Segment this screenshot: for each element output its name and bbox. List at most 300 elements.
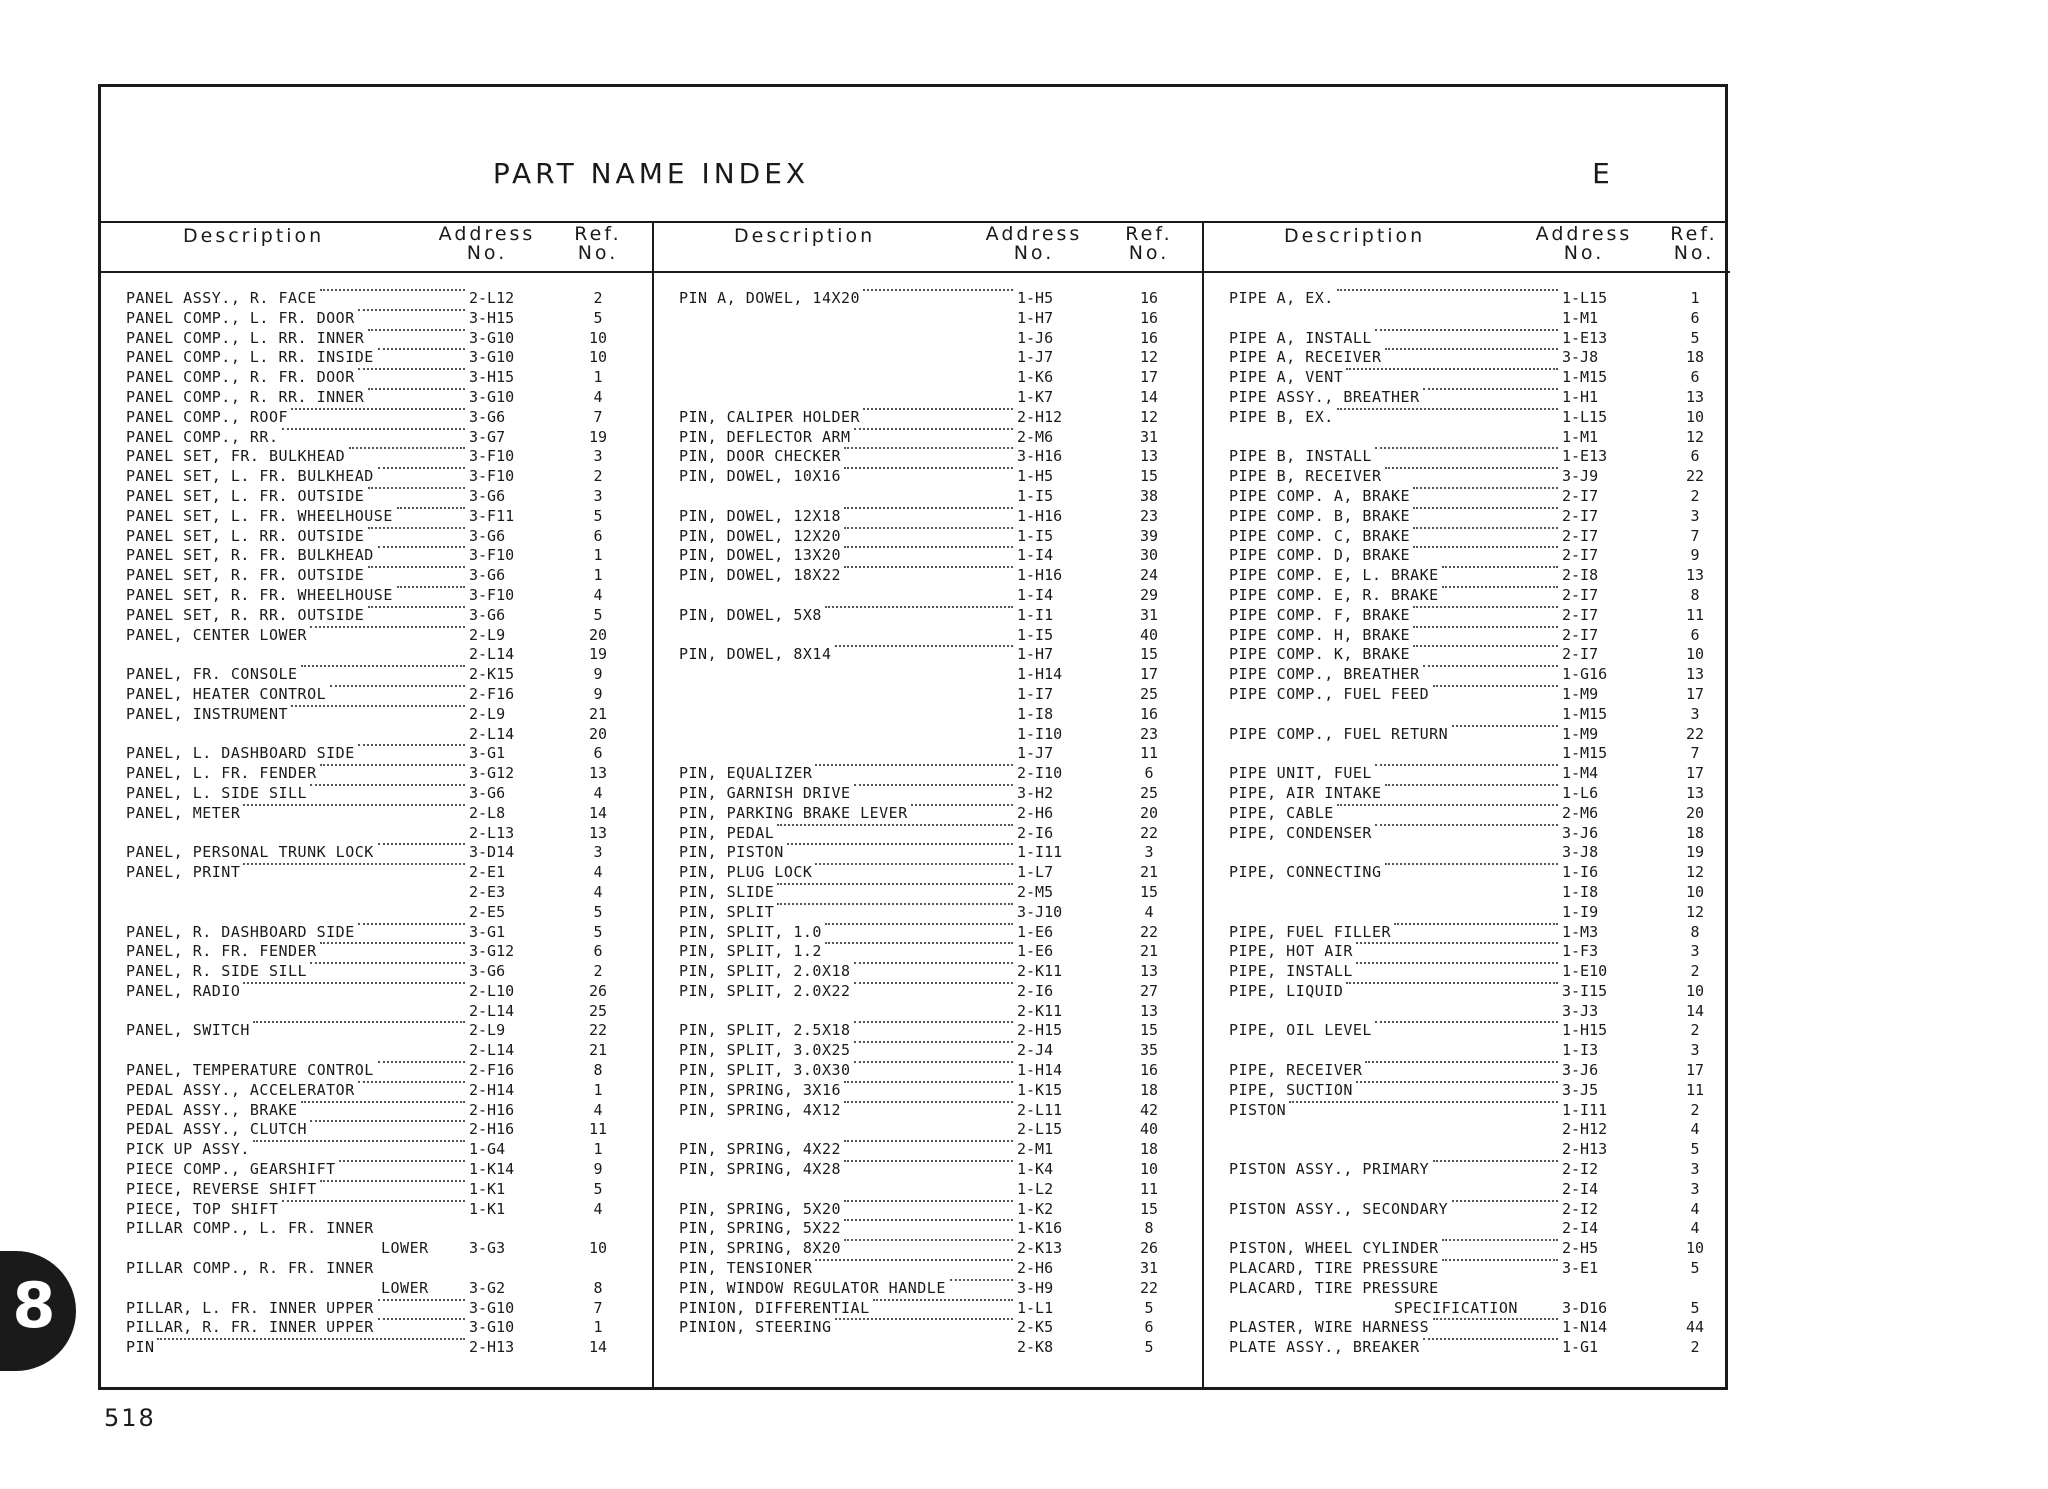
address-no: 2-I7 <box>1562 546 1599 565</box>
address-no: 3-G10 <box>469 387 515 406</box>
part-description: PIPE, FUEL FILLER <box>1229 922 1392 941</box>
ref-no: 9 <box>593 684 603 703</box>
table-row <box>1204 309 1730 329</box>
address-no: 2-I7 <box>1562 486 1599 505</box>
part-description: PISTON <box>1229 1100 1287 1119</box>
leader-dots <box>253 1140 465 1142</box>
address-no: 2-K8 <box>1017 1338 1054 1357</box>
leader-dots <box>1413 626 1558 628</box>
leader-dots <box>1385 467 1558 469</box>
part-description: PIN, PISTON <box>679 843 784 862</box>
address-no: 2-H6 <box>1017 803 1054 822</box>
leader-dots <box>1413 606 1558 608</box>
description-header: Description <box>183 225 325 247</box>
leader-dots <box>310 1120 465 1122</box>
table-row <box>654 527 1202 547</box>
part-description: PLACARD, TIRE PRESSURE <box>1229 1278 1439 1297</box>
part-description: PANEL SET, L. FR. BULKHEAD <box>126 467 374 486</box>
address-no: 2-I4 <box>1562 1219 1599 1238</box>
ref-no: 13 <box>1685 783 1705 802</box>
ref-no: 21 <box>588 1041 608 1060</box>
address-no: 3-J8 <box>1562 348 1599 367</box>
ref-no: 14 <box>1685 1001 1705 1020</box>
ref-no: 11 <box>1139 744 1159 763</box>
table-row <box>101 447 652 467</box>
table-row <box>654 982 1202 1002</box>
part-description: PIN, DOWEL, 18X22 <box>679 566 842 585</box>
part-description: PIN, CALIPER HOLDER <box>679 407 861 426</box>
ref-no: 8 <box>1690 922 1700 941</box>
part-description: PIPE COMP. E, R. BRAKE <box>1229 585 1439 604</box>
address-no: 1-L2 <box>1017 1179 1054 1198</box>
ref-no: 17 <box>1139 368 1159 387</box>
address-no: 3-H2 <box>1017 783 1054 802</box>
ref-header: Ref. No. <box>574 223 622 264</box>
ref-no: 27 <box>1139 981 1159 1000</box>
ref-no: 13 <box>1685 566 1705 585</box>
table-row <box>101 1200 652 1220</box>
address-no: 2-I6 <box>1017 823 1054 842</box>
part-description: PIN, SPLIT, 1.0 <box>679 922 822 941</box>
ref-no: 25 <box>1139 684 1159 703</box>
address-no: 2-I7 <box>1562 506 1599 525</box>
table-row <box>1204 1002 1730 1022</box>
table-row <box>101 566 652 586</box>
address-no: 1-I5 <box>1017 486 1054 505</box>
table-row <box>654 665 1202 685</box>
address-no: 1-I9 <box>1562 902 1599 921</box>
leader-dots <box>368 606 465 608</box>
ref-no: 18 <box>1685 348 1705 367</box>
address-no: 3-F10 <box>469 546 515 565</box>
part-description: PANEL, TEMPERATURE CONTROL <box>126 1061 374 1080</box>
table-row <box>1204 626 1730 646</box>
leader-dots <box>378 348 465 350</box>
leader-dots <box>1423 665 1558 667</box>
ref-no: 11 <box>1685 1080 1705 1099</box>
table-row <box>101 527 652 547</box>
leader-dots <box>1365 1061 1558 1063</box>
address-no: 3-G6 <box>469 407 506 426</box>
part-description: PANEL, PERSONAL TRUNK LOCK <box>126 843 374 862</box>
part-description: PIPE, INSTALL <box>1229 962 1353 981</box>
leader-dots <box>1385 784 1558 786</box>
index-table <box>98 84 1728 1390</box>
page-title: PART NAME INDEX <box>492 157 810 190</box>
ref-no: 6 <box>1690 625 1700 644</box>
table-row <box>101 982 652 1002</box>
leader-dots <box>835 645 1013 647</box>
address-no: 1-H14 <box>1017 1061 1063 1080</box>
ref-no: 12 <box>1139 348 1159 367</box>
ref-no: 3 <box>593 486 603 505</box>
ref-no: 12 <box>1685 902 1705 921</box>
table-row <box>101 1279 652 1299</box>
ref-no: 6 <box>593 744 603 763</box>
leader-dots <box>358 368 465 370</box>
table-row <box>101 1041 652 1061</box>
ref-no: 13 <box>1139 447 1159 466</box>
table-row <box>101 368 652 388</box>
table-row <box>654 348 1202 368</box>
leader-dots <box>844 1140 1013 1142</box>
address-no: 1-M15 <box>1562 704 1608 723</box>
address-no: 1-K1 <box>469 1179 506 1198</box>
address-no: 1-K2 <box>1017 1199 1054 1218</box>
part-description: PANEL COMP., L. FR. DOOR <box>126 308 355 327</box>
table-row <box>1204 1318 1730 1338</box>
leader-dots <box>815 863 1013 865</box>
address-no: 1-M9 <box>1562 724 1599 743</box>
page-number: 518 <box>104 1404 156 1432</box>
leader-dots <box>844 1219 1013 1221</box>
ref-no: 4 <box>593 783 603 802</box>
ref-no: 3 <box>1690 1041 1700 1060</box>
leader-dots <box>854 962 1013 964</box>
ref-no: 13 <box>1139 962 1159 981</box>
leader-dots <box>1413 645 1558 647</box>
part-description: PANEL, INSTRUMENT <box>126 704 289 723</box>
leader-dots <box>301 1101 465 1103</box>
leader-dots <box>787 843 1013 845</box>
part-description: PIPE COMP., BREATHER <box>1229 665 1420 684</box>
table-row <box>1204 1180 1730 1200</box>
table-row <box>101 784 652 804</box>
entry-list <box>101 289 652 1358</box>
address-no: 2-I6 <box>1017 981 1054 1000</box>
leader-dots <box>844 527 1013 529</box>
address-no: 1-M9 <box>1562 684 1599 703</box>
ref-no: 26 <box>588 981 608 1000</box>
part-description: PILLAR, R. FR. INNER UPPER <box>126 1318 374 1337</box>
leader-dots <box>844 566 1013 568</box>
address-no: 1-I7 <box>1017 684 1054 703</box>
address-no: 1-K16 <box>1017 1219 1063 1238</box>
table-row <box>1204 1041 1730 1061</box>
leader-dots <box>310 784 465 786</box>
leader-dots <box>1433 1160 1558 1162</box>
address-no: 1-L15 <box>1562 407 1608 426</box>
ref-no: 19 <box>1685 843 1705 862</box>
table-row <box>654 725 1202 745</box>
leader-dots <box>815 764 1013 766</box>
address-no: 3-G10 <box>469 348 515 367</box>
table-row <box>101 1259 652 1279</box>
part-description: PEDAL ASSY., CLUTCH <box>126 1120 308 1139</box>
address-no: 2-I2 <box>1562 1199 1599 1218</box>
leader-dots <box>358 309 465 311</box>
ref-no: 5 <box>1690 1298 1700 1317</box>
part-description: PANEL, R. SIDE SILL <box>126 962 308 981</box>
address-no: 1-J7 <box>1017 744 1054 763</box>
ref-no: 35 <box>1139 1041 1159 1060</box>
address-no: 2-L14 <box>469 1041 515 1060</box>
address-no: 1-F3 <box>1562 942 1599 961</box>
address-no: 2-M6 <box>1017 427 1054 446</box>
leader-dots <box>1413 546 1558 548</box>
column-header <box>101 221 652 273</box>
ref-no: 16 <box>1139 308 1159 327</box>
ref-no: 14 <box>588 803 608 822</box>
part-description: PANEL COMP., R. FR. DOOR <box>126 368 355 387</box>
ref-no: 3 <box>1690 704 1700 723</box>
part-description: PANEL, RADIO <box>126 981 241 1000</box>
part-description: PIN, SPRING, 4X22 <box>679 1140 842 1159</box>
address-no: 2-I8 <box>1562 566 1599 585</box>
ref-no: 4 <box>1690 1199 1700 1218</box>
address-no: 1-J7 <box>1017 348 1054 367</box>
table-row <box>1204 744 1730 764</box>
table-row <box>1204 764 1730 784</box>
ref-no: 13 <box>1139 1001 1159 1020</box>
leader-dots <box>1413 507 1558 509</box>
address-no: 2-I10 <box>1017 764 1063 783</box>
part-description: PANEL SET, FR. BULKHEAD <box>126 447 346 466</box>
address-no: 2-I7 <box>1562 526 1599 545</box>
address-no: 1-H7 <box>1017 645 1054 664</box>
ref-no: 2 <box>593 289 603 307</box>
leader-dots <box>777 883 1013 885</box>
address-no: 3-E1 <box>1562 1259 1599 1278</box>
ref-no: 40 <box>1139 625 1159 644</box>
part-description: PANEL, FR. CONSOLE <box>126 665 298 684</box>
ref-no: 38 <box>1139 486 1159 505</box>
address-no: 1-H14 <box>1017 665 1063 684</box>
table-row <box>1204 725 1730 745</box>
part-description: PIPE B, RECEIVER <box>1229 467 1382 486</box>
table-row <box>101 487 652 507</box>
ref-no: 5 <box>1690 1140 1700 1159</box>
table-row <box>1204 1279 1730 1299</box>
table-row <box>654 1279 1202 1299</box>
ref-no: 9 <box>593 1160 603 1179</box>
ref-no: 6 <box>593 942 603 961</box>
address-no: 2-L8 <box>469 803 506 822</box>
table-row <box>1204 1061 1730 1081</box>
ref-no: 21 <box>588 704 608 723</box>
description-header: Description <box>734 225 876 247</box>
ref-no: 10 <box>1685 1239 1705 1258</box>
table-row <box>654 824 1202 844</box>
part-description: PANEL, L. SIDE SILL <box>126 783 308 802</box>
table-row <box>1204 1120 1730 1140</box>
address-no: 1-G4 <box>469 1140 506 1159</box>
table-row <box>101 1021 652 1041</box>
table-row <box>1204 329 1730 349</box>
address-no: 3-G6 <box>469 962 506 981</box>
table-row <box>101 1299 652 1319</box>
table-row <box>101 1140 652 1160</box>
section-tab-number: 8 <box>12 1269 56 1342</box>
address-no: 3-G12 <box>469 942 515 961</box>
address-no: 1-I5 <box>1017 625 1054 644</box>
address-no: 3-G6 <box>469 526 506 545</box>
part-description: PIN, SPRING, 4X12 <box>679 1100 842 1119</box>
leader-dots <box>310 626 465 628</box>
part-description: PIPE COMP. H, BRAKE <box>1229 625 1411 644</box>
ref-no: 5 <box>1144 1298 1154 1317</box>
table-row <box>1204 1021 1730 1041</box>
address-no: 2-L9 <box>469 704 506 723</box>
table-row <box>654 1338 1202 1358</box>
leader-dots <box>1385 348 1558 350</box>
ref-no: 10 <box>588 328 608 347</box>
address-header: Address No. <box>1535 223 1633 264</box>
address-no: 3-G1 <box>469 922 506 941</box>
table-row <box>1204 883 1730 903</box>
ref-no: 10 <box>1685 882 1705 901</box>
ref-no: 2 <box>593 467 603 486</box>
table-row <box>1204 1101 1730 1121</box>
address-no: 1-J6 <box>1017 328 1054 347</box>
part-description: PIN, SPLIT, 3.0X25 <box>679 1041 851 1060</box>
table-row <box>1204 665 1730 685</box>
part-description: PIPE UNIT, FUEL <box>1229 764 1372 783</box>
address-no: 3-J5 <box>1562 1080 1599 1099</box>
leader-dots <box>1442 586 1558 588</box>
ref-no: 3 <box>1690 1179 1700 1198</box>
ref-no: 5 <box>1144 1338 1154 1357</box>
table-row <box>1204 1239 1730 1259</box>
table-row <box>101 725 652 745</box>
address-no: 2-E3 <box>469 882 506 901</box>
table-row <box>654 1140 1202 1160</box>
part-description: SPECIFICATION <box>1394 1298 1518 1317</box>
table-row <box>101 923 652 943</box>
ref-no: 4 <box>1690 1219 1700 1238</box>
part-description: PIN A, DOWEL, 14X20 <box>679 289 861 307</box>
table-row <box>1204 1140 1730 1160</box>
table-row <box>1204 982 1730 1002</box>
address-no: 3-D16 <box>1562 1298 1608 1317</box>
address-no: 1-I4 <box>1017 546 1054 565</box>
address-no: 1-H16 <box>1017 566 1063 585</box>
address-no: 2-L14 <box>469 1001 515 1020</box>
address-no: 1-K6 <box>1017 368 1054 387</box>
ref-no: 2 <box>1690 1021 1700 1040</box>
address-no: 2-L10 <box>469 981 515 1000</box>
table-row <box>1204 606 1730 626</box>
leader-dots <box>368 487 465 489</box>
part-description: PEDAL ASSY., ACCELERATOR <box>126 1080 355 1099</box>
address-no: 2-H16 <box>469 1120 515 1139</box>
address-no: 2-I7 <box>1562 645 1599 664</box>
part-description: PLASTER, WIRE HARNESS <box>1229 1318 1430 1337</box>
part-description: PIPE, AIR INTAKE <box>1229 783 1382 802</box>
part-description: PIN, SPLIT <box>679 902 775 921</box>
leader-dots <box>835 1318 1013 1320</box>
part-description: PIPE A, VENT <box>1229 368 1344 387</box>
leader-dots <box>378 1061 465 1063</box>
table-row <box>101 428 652 448</box>
part-description: PIN, PARKING BRAKE LEVER <box>679 803 908 822</box>
part-description: PANEL COMP., L. RR. INSIDE <box>126 348 374 367</box>
address-no: 1-I11 <box>1562 1100 1608 1119</box>
part-description: PICK UP ASSY. <box>126 1140 250 1159</box>
table-row <box>654 942 1202 962</box>
ref-no: 15 <box>1139 467 1159 486</box>
ref-no: 5 <box>593 605 603 624</box>
table-row <box>1204 467 1730 487</box>
part-description: PIPE B, INSTALL <box>1229 447 1372 466</box>
table-row <box>654 903 1202 923</box>
address-no: 1-K1 <box>469 1199 506 1218</box>
leader-dots <box>1375 764 1558 766</box>
address-no: 3-F10 <box>469 585 515 604</box>
table-row <box>654 1219 1202 1239</box>
leader-dots <box>310 962 465 964</box>
ref-no: 13 <box>1685 387 1705 406</box>
address-no: 3-G3 <box>469 1239 506 1258</box>
ref-no: 6 <box>1144 1318 1154 1337</box>
part-description: PIPE, CONNECTING <box>1229 863 1382 882</box>
part-description: PIN, DOWEL, 13X20 <box>679 546 842 565</box>
ref-no: 4 <box>593 585 603 604</box>
part-description: PIN, PLUG LOCK <box>679 863 813 882</box>
table-row <box>101 883 652 903</box>
ref-no: 14 <box>1139 387 1159 406</box>
table-row <box>101 1219 652 1239</box>
table-row <box>101 586 652 606</box>
leader-dots <box>368 329 465 331</box>
address-no: 2-M5 <box>1017 882 1054 901</box>
ref-no: 4 <box>593 863 603 882</box>
leader-dots <box>844 447 1013 449</box>
part-description: PANEL, CENTER LOWER <box>126 625 308 644</box>
leader-dots <box>825 606 1013 608</box>
address-no: 3-J9 <box>1562 467 1599 486</box>
table-row <box>101 388 652 408</box>
table-row <box>654 487 1202 507</box>
ref-no: 23 <box>1139 724 1159 743</box>
address-no: 1-H16 <box>1017 506 1063 525</box>
ref-no: 26 <box>1139 1239 1159 1258</box>
address-no: 2-M6 <box>1562 803 1599 822</box>
part-description: PIPE COMP. F, BRAKE <box>1229 605 1411 624</box>
leader-dots <box>378 1299 465 1301</box>
part-description: PIPE A, EX. <box>1229 289 1334 307</box>
address-no: 3-J6 <box>1562 823 1599 842</box>
leader-dots <box>911 804 1013 806</box>
table-row <box>1204 685 1730 705</box>
table-row <box>654 428 1202 448</box>
address-no: 2-F16 <box>469 684 515 703</box>
table-row <box>101 1081 652 1101</box>
leader-dots <box>950 1279 1013 1281</box>
address-no: 2-K5 <box>1017 1318 1054 1337</box>
part-description: PISTON ASSY., SECONDARY <box>1229 1199 1449 1218</box>
table-row <box>101 903 652 923</box>
leader-dots <box>844 1081 1013 1083</box>
ref-no: 8 <box>1144 1219 1154 1238</box>
leader-dots <box>854 1061 1013 1063</box>
table-row <box>1204 1160 1730 1180</box>
address-no: 2-I7 <box>1562 585 1599 604</box>
address-no: 3-G10 <box>469 1298 515 1317</box>
leader-dots <box>320 942 465 944</box>
leader-dots <box>854 428 1013 430</box>
leader-dots <box>1375 1021 1558 1023</box>
table-row <box>1204 1219 1730 1239</box>
part-description: PANEL SET, R. FR. BULKHEAD <box>126 546 374 565</box>
address-no: 1-E6 <box>1017 922 1054 941</box>
table-row <box>101 1239 652 1259</box>
leader-dots <box>863 289 1013 291</box>
ref-no: 39 <box>1139 526 1159 545</box>
address-no: 1-N14 <box>1562 1318 1608 1337</box>
table-row <box>654 606 1202 626</box>
address-no: 1-E6 <box>1017 942 1054 961</box>
